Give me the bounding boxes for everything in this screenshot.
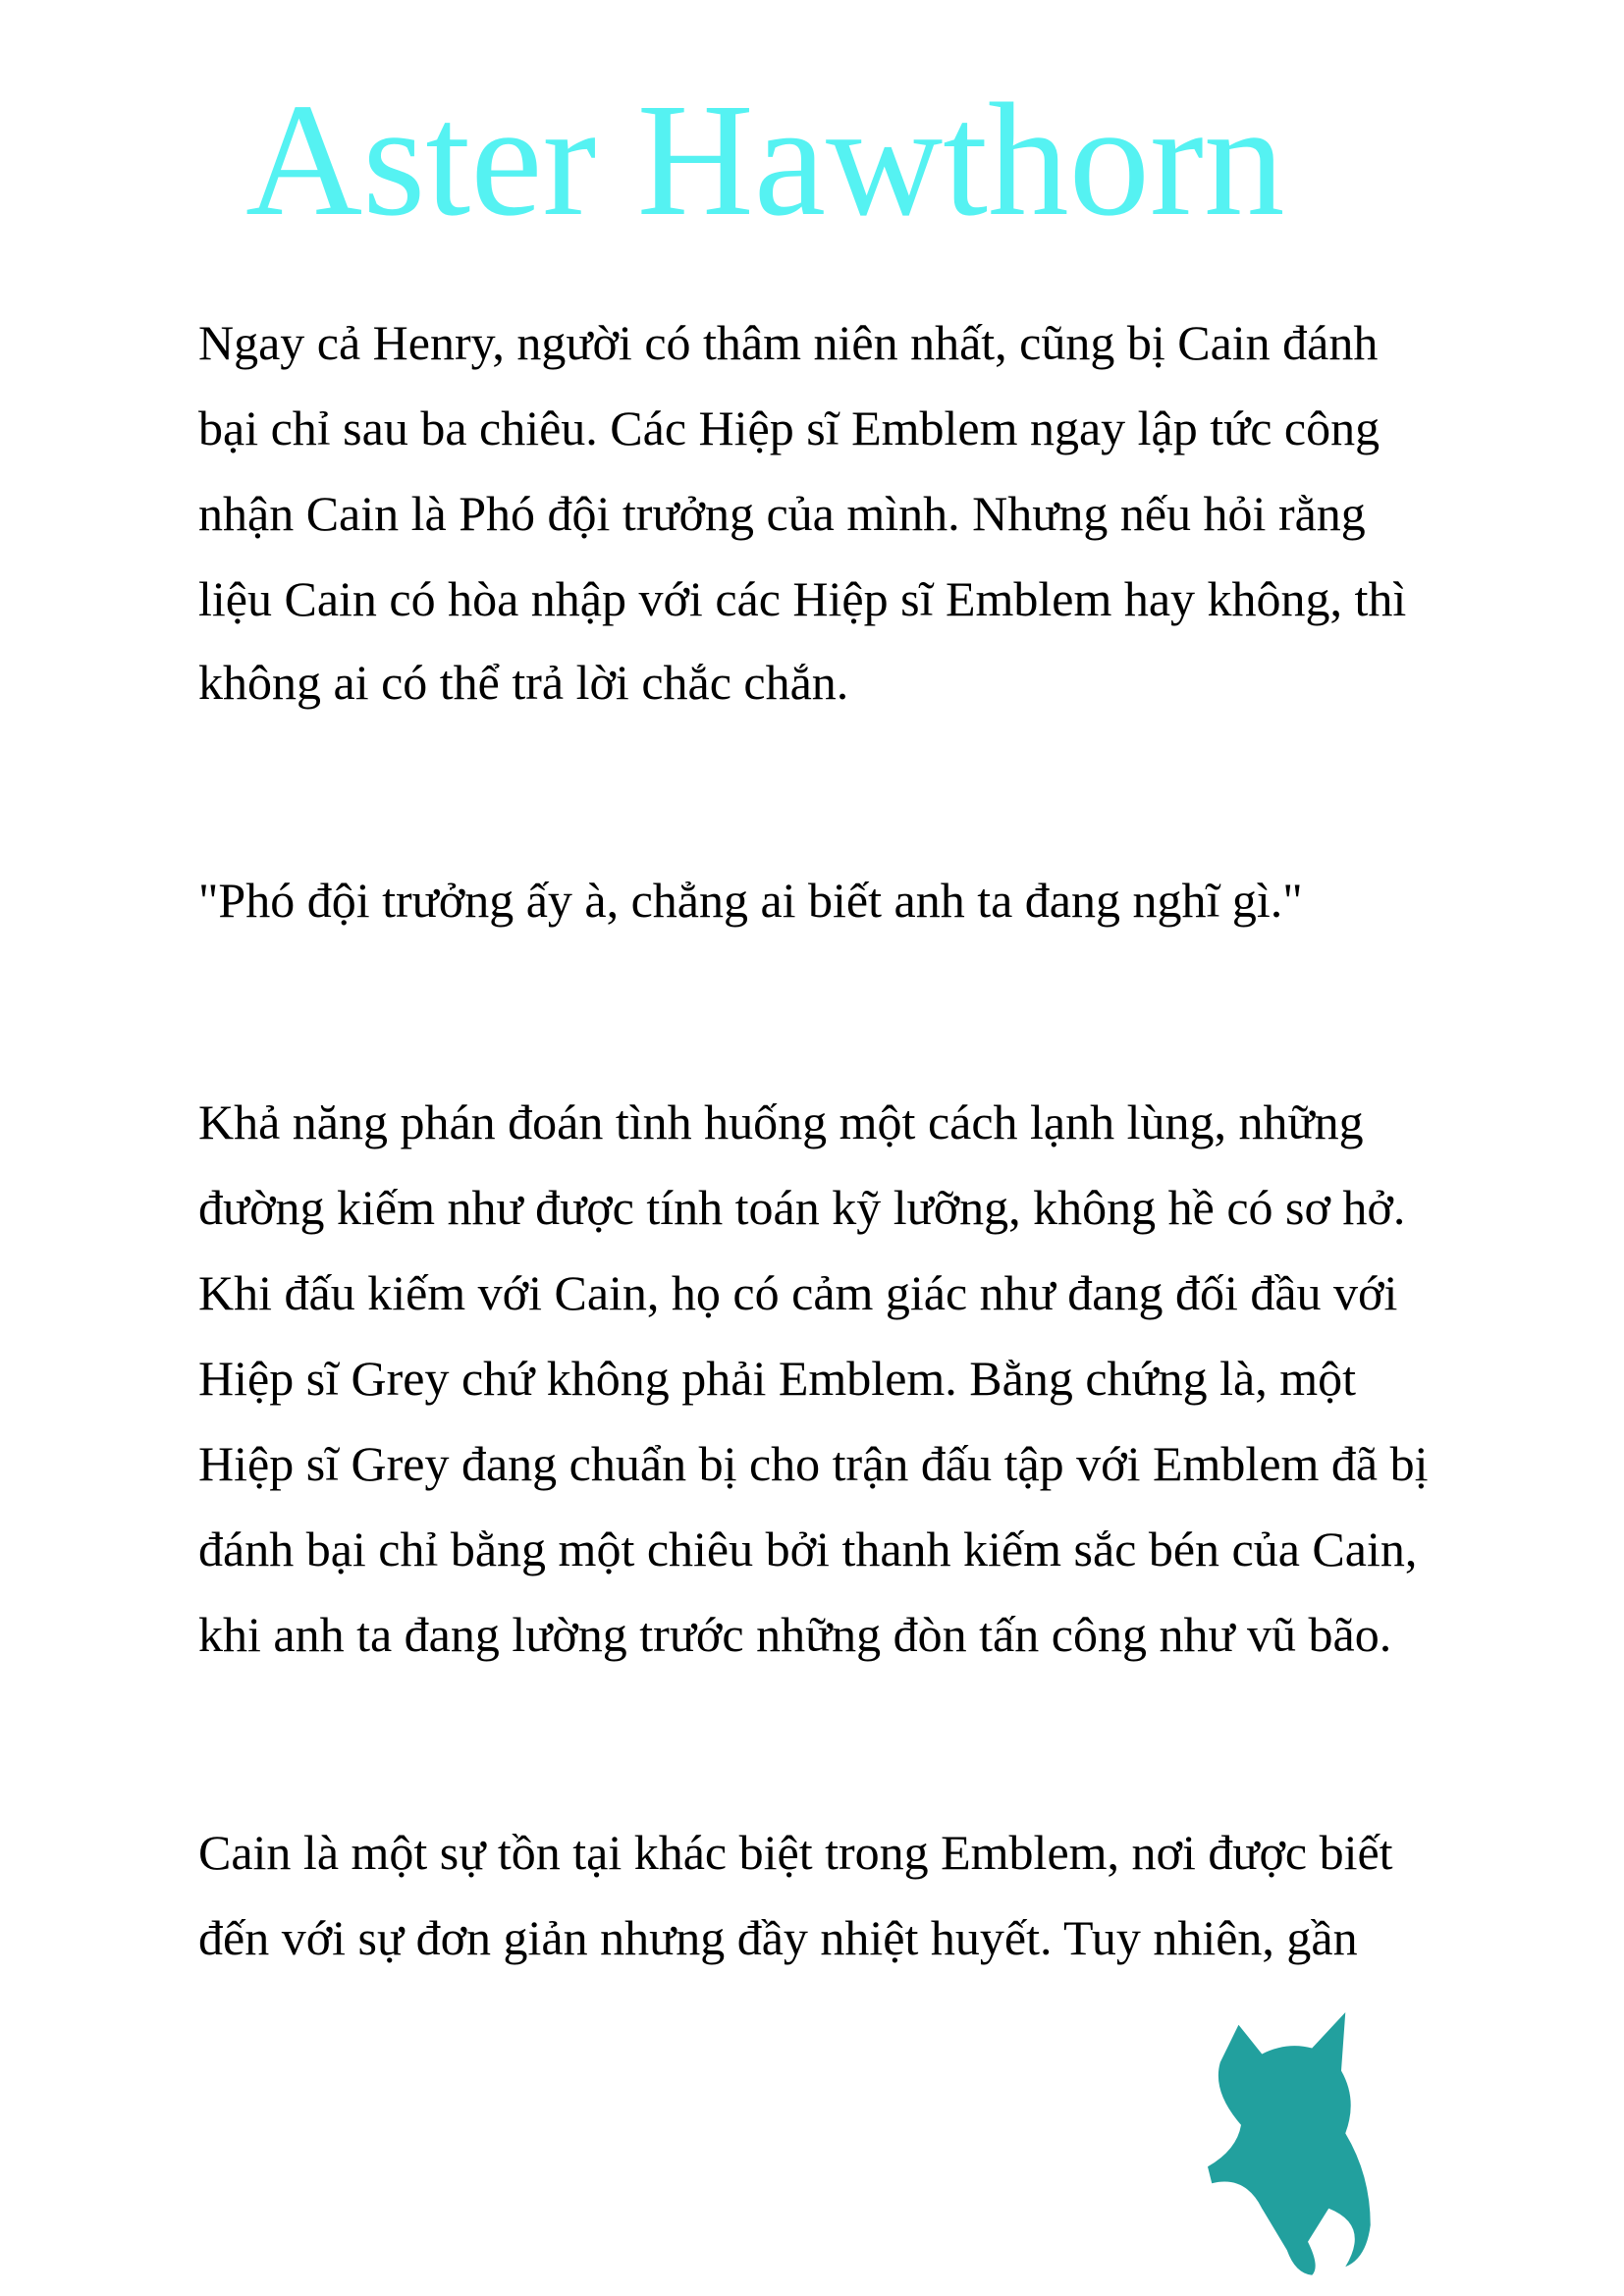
text-line: "Phó đội trưởng ấy à, chẳng ai biết anh ta đang nghĩ gì." xyxy=(198,873,1303,928)
watermark-text: Aster Hawthorn xyxy=(245,70,1285,249)
text-line: liệu Cain có hòa nhập với các Hiệp sĩ Emblem hay không, thì xyxy=(198,571,1407,626)
text-line: nhận Cain là Phó đội trưởng của mình. Nhưng nếu hỏi rằng xyxy=(198,486,1366,541)
text-line: khi anh ta đang lường trước những đòn tấn công như vũ bão. xyxy=(198,1607,1392,1662)
text-line: Hiệp sĩ Grey đang chuẩn bị cho trận đấu tập với Emblem đã bị xyxy=(198,1436,1429,1491)
text-line: Khi đấu kiếm với Cain, họ có cảm giác như đang đối đầu với xyxy=(198,1265,1398,1320)
text-line: đến với sự đơn giản nhưng đầy nhiệt huyết. Tuy nhiên, gần xyxy=(198,1910,1358,1965)
text-line: đường kiếm như được tính toán kỹ lưỡng, không hề có sơ hở. xyxy=(198,1180,1406,1235)
text-line: Hiệp sĩ Grey chứ không phải Emblem. Bằng chứng là, một xyxy=(198,1351,1356,1406)
text-line: bại chỉ sau ba chiêu. Các Hiệp sĩ Emblem ngay lập tức công xyxy=(198,400,1380,455)
text-line: Khả năng phán đoán tình huống một cách lạnh lùng, những xyxy=(198,1095,1364,1149)
text-line: đánh bại chỉ bằng một chiêu bởi thanh kiếm sắc bén của Cain, xyxy=(198,1522,1418,1576)
text-line: không ai có thể trả lời chắc chắn. xyxy=(198,655,849,710)
text-line: Cain là một sự tồn tại khác biệt trong Emblem, nơi được biết xyxy=(198,1825,1393,1880)
text-line: Ngay cả Henry, người có thâm niên nhất, cũng bị Cain đánh xyxy=(198,315,1379,370)
